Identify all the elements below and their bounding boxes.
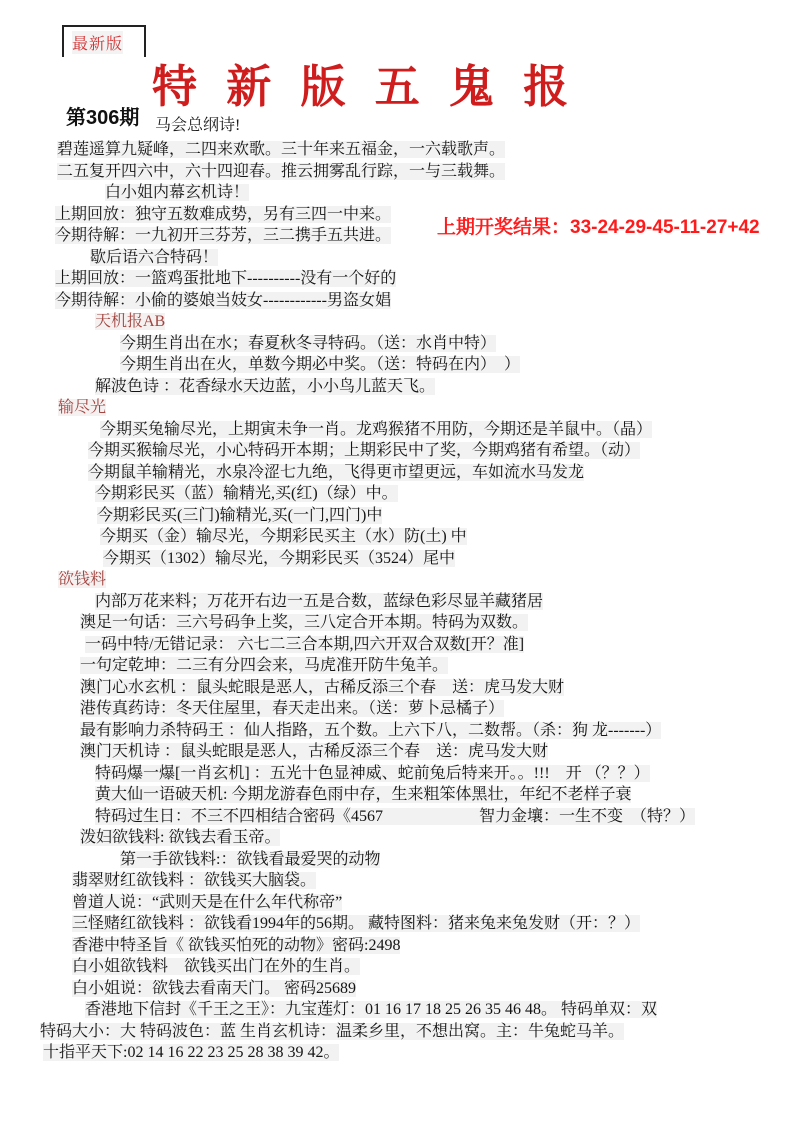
masthead-subtitle: 马会总纲诗! <box>155 117 241 134</box>
line-text: 香港中特圣旨《 欲钱买怕死的动物》密码:2498 <box>72 936 401 954</box>
line-text: 今期生肖出在火，单数今期必中奖。（送：特码在内） ） <box>120 356 521 373</box>
line-text: 今期买（1302）输尽光，今期彩民买（3524）尾中 <box>103 549 456 567</box>
section-header <box>0 397 793 419</box>
text-line <box>0 677 793 699</box>
document-body <box>0 139 793 1064</box>
line-text: 特码大小：大 特码波色：蓝 生肖玄机诗：温柔乡里，不想出窝。主：牛兔蛇马羊。 <box>40 1022 625 1040</box>
text-line <box>0 526 793 548</box>
text-line <box>0 483 793 505</box>
line-text: 今期买猴输尽光，小心特码开本期；上期彩民中了奖，今期鸡猪有希望。（动） <box>88 442 641 459</box>
line-text: 三怪赌红欲钱料 ：欲钱看1994年的56期。 藏特图料：猪来兔来兔发财（开：？） <box>72 915 641 932</box>
section-header <box>0 569 793 591</box>
line-text: 今期鼠羊输精光，水泉冷涩七九绝，飞得更市望更远，车如流水马发龙 <box>88 463 585 481</box>
line-text: 二五复开四六中，六十四迎春。推云拥雾乱行踪，一与三载舞。 <box>57 162 506 180</box>
text-line <box>0 204 793 226</box>
text-line <box>0 290 793 312</box>
text-line <box>0 849 793 871</box>
text-line <box>0 1042 793 1064</box>
text-line <box>0 591 793 613</box>
line-text: 解波色诗 ：花香绿水天边蓝，小小鸟儿蓝天飞。 <box>95 377 436 395</box>
text-line <box>0 720 793 742</box>
line-text: 天机报AB <box>95 313 166 330</box>
latest-edition-badge-label: 最新版 <box>72 31 123 54</box>
text-line <box>0 698 793 720</box>
line-text: 港传真药诗：冬天住屋里，春天走出来。（送：萝卜忌橘子） <box>80 700 505 717</box>
line-text: 今期买兔输尽光，上期寅未争一肖。龙鸡猴猪不用防，今期还是羊鼠中。（晶） <box>100 420 653 438</box>
line-text: 白小姐说：欲钱去看南天门。 密码25689 <box>72 979 357 997</box>
text-line <box>0 161 793 183</box>
line-text: 上期回放：一篮鸡蛋批地下----------没有一个好的 <box>55 270 397 287</box>
line-text: 第一手欲钱料:：欲钱看最爱哭的动物 <box>120 850 381 868</box>
text-line <box>0 806 793 828</box>
text-line <box>0 225 793 247</box>
text-line <box>0 333 793 355</box>
line-text: 特码爆一爆[一肖玄机] ：五光十色显神威、蛇前兔后特来开。。!!! 开 （？？） <box>95 764 650 782</box>
text-line <box>0 741 793 763</box>
text-line <box>0 999 793 1021</box>
text-line <box>0 268 793 290</box>
line-text: 十指平天下:02 14 16 22 23 25 28 38 39 42。 <box>43 1044 340 1061</box>
latest-edition-badge <box>62 25 146 57</box>
text-line <box>0 419 793 441</box>
line-text: 黄大仙一语破天机: 今期龙游春色雨中存，生来粗笨体黑壮，年纪不老样子衰 <box>95 786 632 803</box>
issue-number: 第306期 <box>66 107 140 129</box>
line-text: 今期彩民买（蓝）输精光,买(红)（绿）中。 <box>95 485 398 502</box>
line-text: 欲钱料 <box>58 571 107 588</box>
text-line <box>0 247 793 269</box>
text-line <box>0 935 793 957</box>
text-line <box>0 870 793 892</box>
line-text: 碧莲遥算九疑峰，二四来欢歌。三十年来五福金，一六载歌声。 <box>57 141 506 158</box>
text-line <box>0 827 793 849</box>
text-line <box>0 913 793 935</box>
text-line <box>0 612 793 634</box>
line-text: 最有影响力杀特码王 ：仙人指路，五个数。上六下八，二数帮。（杀：狗 龙-------） <box>80 721 662 739</box>
line-text: 一码中特/无错记录： 六七二三合本期,四六开双合双数[开？准] <box>85 635 525 653</box>
line-text: 澳门心水玄机 ：鼠头蛇眼是恶人，古稀反添三个春 送：虎马发大财 <box>80 678 565 696</box>
line-text: 输尽光 <box>58 399 107 416</box>
line-text: 香港地下信封《千王之王》：九宝莲灯：01 16 17 18 25 26 35 46 48。 特码单双：双 <box>85 1001 658 1018</box>
line-text: 今期买（金）输尽光，今期彩民买主（水）防(土) 中 <box>100 528 467 545</box>
text-line <box>0 892 793 914</box>
last-draw-result: 上期开奖结果：33-24-29-45-11-27+42 <box>437 217 760 238</box>
text-line <box>0 655 793 677</box>
line-text: 澳门天机诗 ：鼠头蛇眼是恶人，古稀反添三个春 送：虎马发大财 <box>80 743 549 760</box>
line-text: 泼妇欲钱料: 欲钱去看玉帝。 <box>80 829 281 846</box>
line-text: 今期待解：一九初开三芬芳，三二携手五共进。 <box>55 227 392 244</box>
line-text: 特码过生日：不三不四相结合密码《4567 智力金壤：一生不变 （特？） <box>95 807 696 825</box>
text-line <box>0 956 793 978</box>
line-text: 澳足一句话：三六号码争上奖，三八定合开本期。特码为双数。 <box>80 614 529 631</box>
text-line <box>0 763 793 785</box>
text-line <box>0 354 793 376</box>
text-line <box>0 440 793 462</box>
line-text: 内部万花来料；万花开右边一五是合数，蓝绿色彩尽显羊藏猪居 <box>95 592 544 610</box>
text-line <box>0 139 793 161</box>
section-header <box>0 311 793 333</box>
line-text: 白小姐内幕玄机诗！ <box>105 184 250 201</box>
text-line <box>0 1021 793 1043</box>
text-line <box>0 462 793 484</box>
text-line <box>0 548 793 570</box>
text-line <box>0 505 793 527</box>
line-text: 今期彩民买(三门)输精光,买(一门,四门)中 <box>97 506 383 524</box>
line-text: 今期生肖出在水；春夏秋冬寻特码。（送：水肖中特） <box>120 334 497 352</box>
line-text: 今期待解：小偷的婆娘当妓女------------男盗女娼 <box>55 291 391 309</box>
text-line <box>0 376 793 398</box>
line-text: 歇后语六合特码！ <box>90 248 219 266</box>
line-text: 上期回放：独守五数难成势，另有三四一中来。 <box>55 205 392 223</box>
page-title: 特 新 版 五 鬼 报 <box>152 62 578 112</box>
text-line <box>0 978 793 1000</box>
line-text: 翡翠财红欲钱料 ：欲钱买大脑袋。 <box>72 872 317 889</box>
line-text: 白小姐欲钱料 欲钱买出门在外的生肖。 <box>72 958 361 975</box>
line-text: 曾道人说：“武则天是在什么年代称帝” <box>72 893 343 911</box>
line-text: 一句定乾坤：二三有分四会来，马虎准开防牛兔羊。 <box>80 657 449 674</box>
text-line <box>0 634 793 656</box>
text-line <box>0 784 793 806</box>
text-line <box>0 182 793 204</box>
